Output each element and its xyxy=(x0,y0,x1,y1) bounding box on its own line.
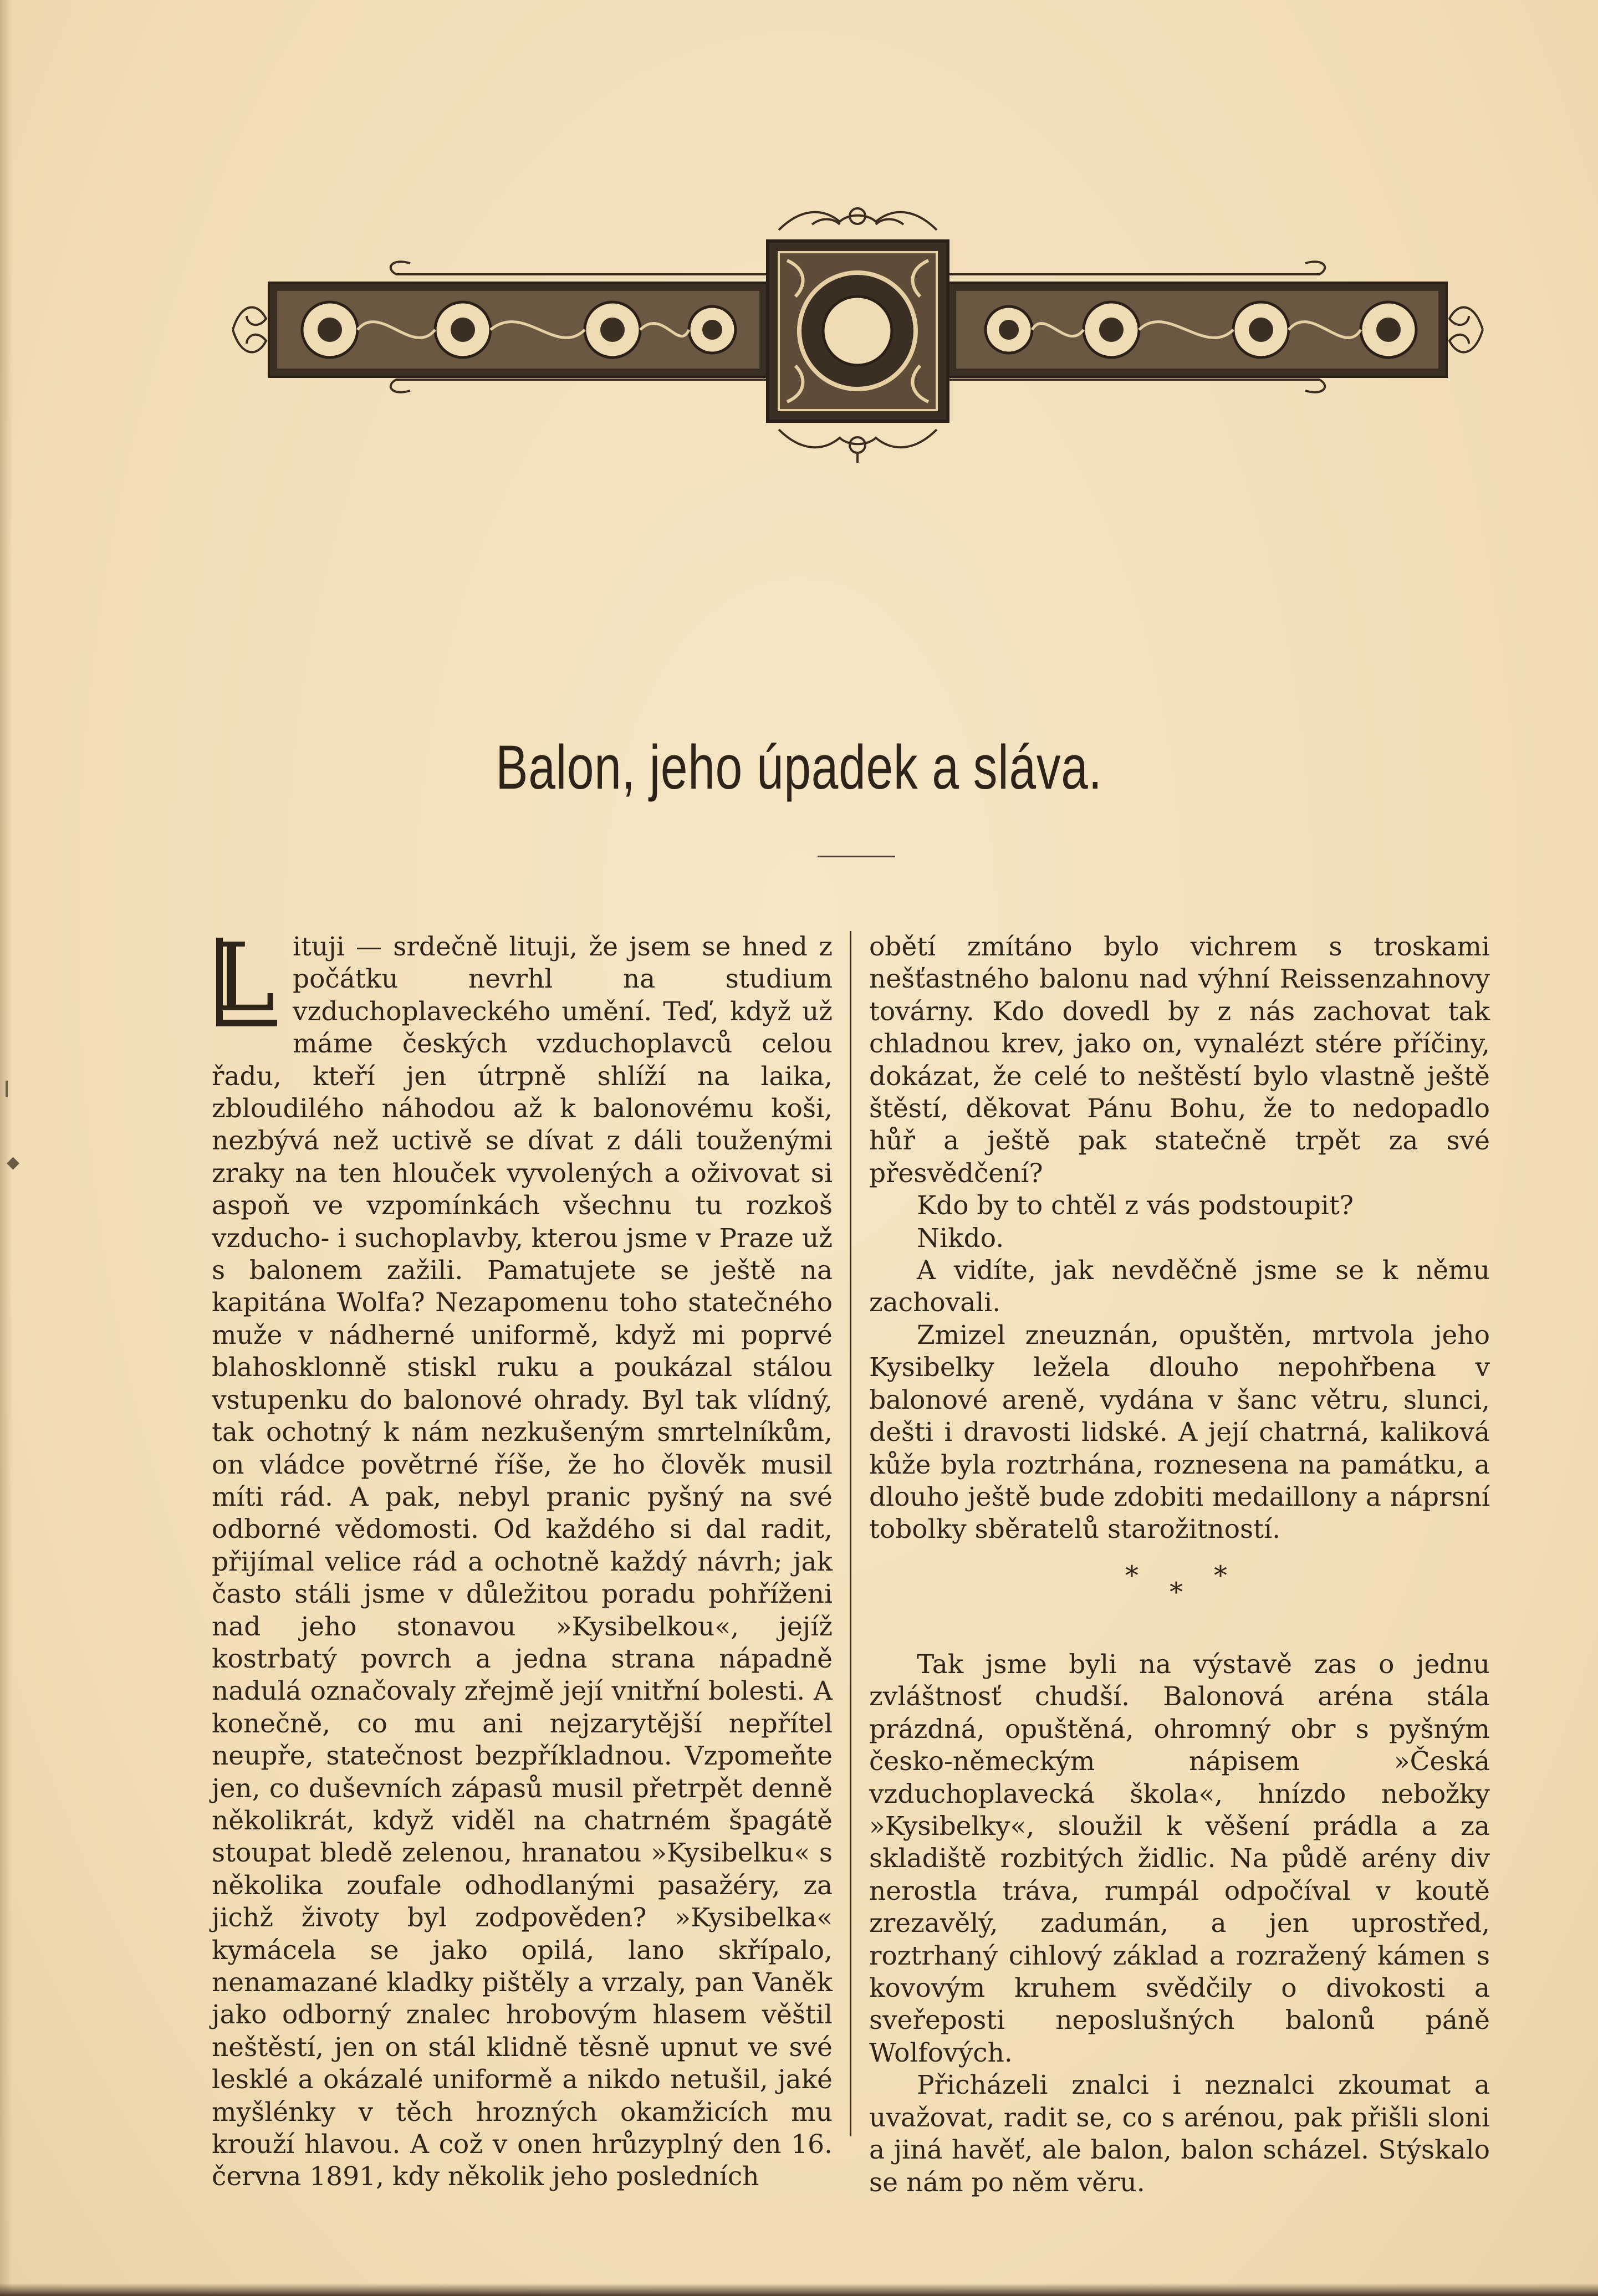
asterisk-3: * xyxy=(1214,1560,1227,1591)
section-break xyxy=(1109,1560,1253,1610)
right-paragraph-5: Zmizel zneuznán, opuštěn, mrtvola jeho Kysibelky ležela dlouho nepohřbena v balonové areně, vydána v šanc větru, slunci, dešti i dravosti lidské. A její chatrná, kaliková kůže byla roztrhána, roznesena na památku, a dlouho ještě bude zdobiti medaillony a náprsní tobolky sběratelů starožitností. xyxy=(869,1320,1490,1545)
left-column xyxy=(212,923,833,2193)
asterisk-1: * xyxy=(1125,1560,1138,1591)
page-bottom-edge xyxy=(0,2283,1598,2296)
column-divider xyxy=(850,931,851,2136)
right-paragraph-3: Nikdo. xyxy=(917,1223,1004,1254)
right-paragraph-4: A vidíte, jak nevděčně jsme se k němu zachovali. xyxy=(869,1255,1490,1318)
dropcap xyxy=(212,923,285,1033)
page-edge-shadow xyxy=(0,0,12,2296)
asterisk-2: * xyxy=(1170,1577,1183,1608)
right-paragraph-2: Kdo by to chtěl z vás podstoupit? xyxy=(917,1190,1354,1221)
margin-mark xyxy=(6,1081,8,1097)
dropcap-letter: L xyxy=(213,923,275,1033)
right-column xyxy=(869,931,1490,1546)
right-paragraph-7: Přicházeli znalci i neznalci zkoumat a uvažovat, radit se, co s arénou, pak přišli sloni a jiná havěť, ale balon, balon scházel. Stýskalo se nám po něm věru. xyxy=(869,2070,1490,2198)
right-column-after-break xyxy=(869,1649,1490,2199)
title-divider xyxy=(818,856,895,857)
left-paragraph: ituji — srdečně lituji, že jsem se hned z počátku nevrhl na studium vzduchoplaveckého umění. Teď, když už máme českých vzduchoplavců celou řadu, kteří jen útrpně shlíží na laika, zbloudilého náhodou až k balonovému koši, nezbývá než uctivě se dívat z dáli touženými zraky na ten hlouček vyvolených a oživovat si aspoň ve vzpomínkách všechnu tu rozkoš vzducho- i suchoplavby, kterou jsme v Praze už s balonem zažili. Pamatujete se ještě na kapitána Wolfa? Nezapomenu toho statečného muže v nádherné uniformě, když mi poprvé blahosklonně stiskl ruku a poukázal stálou vstupenku do balonové ohrady. Byl tak vlídný, tak ochotný k nám nezkušeným smrtelníkům, on vládce povětrné říše, že ho člověk musil míti rád. A pak, nebyl pranic pyšný na své odborné vědomosti. Od každého si dal radit, přijímal velice rád a ochotně každý návrh; jak často stáli jsme v důležitou poradu pohříženi nad jeho stonavou »Kysibelkou«, jejíž kostrbatý povrch a jedna strana nápadně nadulá označovaly zřejmě její vnitřní bolesti. A konečně, co mu ani nejzarytější nepřítel neupře, statečnost bezpříkladnou. Vzpomeňte jen, co duševních zápasů musil přetrpět denně několikrát, když viděl na chatrném špagátě stoupat bledě zelenou, hranatou »Kysibelku« s několika zoufale odhodlanými pasažéry, za jichž životy byl zodpověden? »Kysibelka« kymácela se jako opilá, lano skřípalo, nenamazané kladky pištěly a vrzaly, pan Vaněk jako odborný znalec hrobovým hlasem věštil neštěstí, jen on stál klidně těsně upnut ve své lesklé a okázalé uniformě a nikdo netušil, jaké myšlénky v těch hrozných okamžicích mu krouží hlavou. A což v onen hrůzyplný den 16. června 1891, kdy několik jeho posledních xyxy=(212,932,833,2192)
ornament-header-icon xyxy=(224,191,1491,468)
margin-dot xyxy=(7,1153,17,1160)
page-title: Balon, jeho úpadek a sláva. xyxy=(496,733,1102,802)
right-paragraph-6: Tak jsme byli na výstavě zas o jednu zvláštnosť chudší. Balonová aréna stála prázdná, opuštěná, ohromný obr s pyšným česko-německým nápisem »Česká vzduchoplavecká škola«, hnízdo nebožky »Kysibelky«, sloužil k věšení prádla a za skladiště rozbitých židlic. Na půdě arény div nerostla tráva, rumpál odpočíval v koutě zrezavělý, zadumán, a jen uprostřed, roztrhaný cihlový základ a rozražený kámen s kovovým kruhem svědčily o divokosti a sveřeposti neposlušných balonů páně Wolfových. xyxy=(869,1649,1490,2068)
right-paragraph-1: obětí zmítáno bylo vichrem s troskami nešťastného balonu nad výhní Reissenzahnovy továrny. Kdo dovedl by z nás zachovat tak chladnou krev, jako on, vynalézt stére příčiny, dokázat, že celé to neštěstí bylo vlastně ještě štěstí, děkovat Pánu Bohu, že to nedopadlo hůř a ještě pak statečně trpět za své přesvědčení? xyxy=(869,932,1490,1189)
